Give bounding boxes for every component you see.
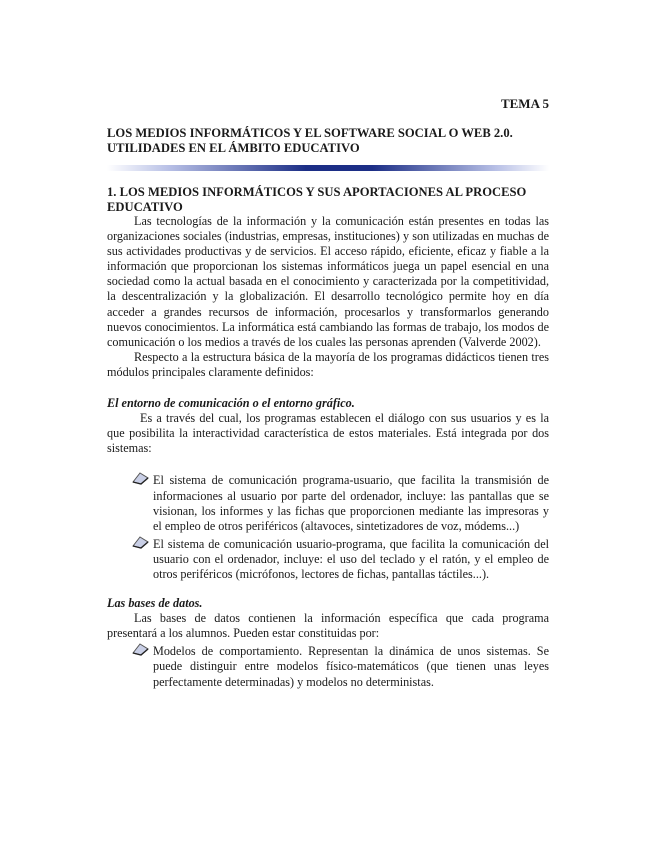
bases-intro: Las bases de datos contienen la información específica que cada programa presentará a los alumnos. Pueden estar constituidas por: [107,611,549,641]
title-line-2: UTILIDADES EN EL ÁMBITO EDUCATIVO [107,141,360,155]
list-item [107,644,549,689]
section-heading: 1. LOS MEDIOS INFORMÁTICOS Y SUS APORTACIONES AL PROCESO EDUCATIVO [107,185,527,214]
bases-bullet-list [107,644,549,689]
tilted-square-bullet-icon [131,535,150,549]
section-paragraph-1: Las tecnologías de la información y la comunicación están presentes en todas las organizaciones sociales (industrias, empresas, instituciones) y son utilizadas en muchas de sus actividades productivas y de servicios. El acceso rápido, eficiente, eficaz y fiable a la información que proporcionan los sistemas informáticos juega un papel esencial en una sociedad como la actual basada en el conocimiento y caracterizada por la competitividad, la descentralización y la globalización. El desarrollo tecnológico permite hoy en día acceder a grandes recursos de información, procesarlos y transformarlos generando nuevos conocimientos. La informática está cambiando las formas de trabajo, los modos de comunicación o los medios a través de los cuales las personas aprenden (Valverde 2002). [107,214,549,349]
spacer [107,456,549,469]
document-body [107,185,549,690]
subheading-bases: Las bases de datos. [107,596,203,611]
entorno-bullet-2: El sistema de comunicación usuario-programa, que facilita la comunicación del usuario con el ordenador, incluye: el uso del teclado y el ratón, y el empleo de otros periféricos (micrófonos, lectores de fichas, pantallas táctiles...). [153,536,549,581]
entorno-intro: Es a través del cual, los programas establecen el diálogo con sus usuarios y es la que posibilita la interactividad característica de estos materiales. Está integrada por dos sistemas: [107,411,549,456]
section-paragraph-2: Respecto a la estructura básica de la mayoría de los programas didácticos tienen tres módulos principales claramente definidos: [107,349,549,379]
list-item [107,473,549,533]
tilted-square-bullet-icon [131,471,150,485]
entorno-bullet-1: El sistema de comunicación programa-usuario, que facilita la transmisión de informaciones al usuario por parte del ordenador, incluye: las pantallas que se visionan, los informes y las fichas que proporcionen mediante las impresoras y el empleo de otros periféricos (altavoces, sintetizadores de voz, módems...) [153,473,549,533]
list-item [107,537,549,582]
document-title [107,126,549,156]
entorno-bullet-list [107,473,549,582]
subheading-entorno: El entorno de comunicación o el entorno gráfico. [107,396,355,411]
title-line-1: LOS MEDIOS INFORMÁTICOS Y EL SOFTWARE SOCIAL O WEB 2.0. [107,126,513,140]
tema-label: TEMA 5 [500,96,549,111]
bases-bullet-1: Modelos de comportamiento. Representan la dinámica de unos sistemas. Se puede distinguir entre modelos físico-matemáticos (que tienen unas leyes perfectamente determinadas) y modelos no deterministas. [153,644,549,689]
tilted-square-bullet-icon [131,642,150,656]
title-divider [107,165,549,171]
